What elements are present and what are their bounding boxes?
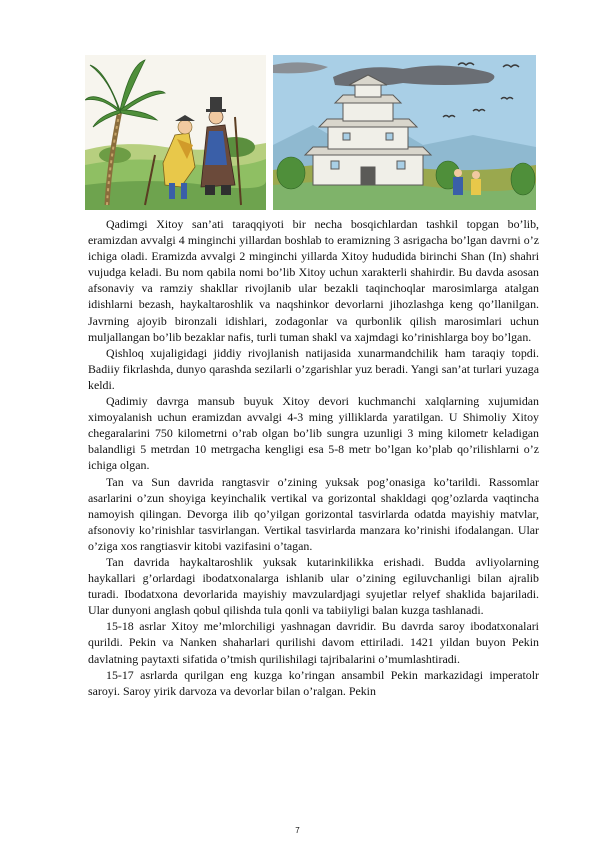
- illustration: [85, 55, 536, 210]
- paragraph: Qishloq xujaligidagi jiddiy rivojlanish natijasida xunarmandchilik ham taraqiy topdi. Badiiy fikrlashda, dunyo qarashda sezilarli o’zgarishlar yuz beradi. Yangi san’at turlari yuzaga keldi.: [88, 345, 539, 392]
- page-number: 7: [295, 826, 300, 835]
- paragraph: Qadimiy davrga mansub buyuk Xitoy devori kuchmanchi xalqlarning xujumidan ximoyalanish uchun eramizdan avvalgi 4-3 ming yilliklarda yaratilgan. U Shimoliy Xitoy chegaralarini 750 kilometrni o’rab olgan bo’lib sungra uzunligi 3 ming kilometr keladigan balandligi 5 metrdan 10 metrgacha kengligi esa 5-8 metr bo’lgan ko’plab qo’rilishlarni o’z ichiga olgan.: [88, 394, 539, 473]
- paragraph: 15-17 asrlarda qurilgan eng kuzga ko’ringan ansambil Pekin markazidagi imperatolr saroyi. Saroy yirik darvoza va devorlar bilan o’ralgan. Pekin: [88, 667, 539, 698]
- paragraph: Tan davrida haykaltaroshlik yuksak kutarinkilikka erishadi. Budda avliyolarning haykallari g’orlardagi ibodatxonalarga ishlanib ular o’zining egiluvchanligi bilan ajralib turadi. Ibodatxona devorlarida mayishiy mavzulardjagi syujetlar relyef shaklida bajariladi. Ular dunyoni anglash qobul qilishda tula qonli va tabiiyligi balan kuzga tashlanadi.: [88, 554, 539, 618]
- paragraph: 15-18 asrlar Xitoy me’mlorchiligi yashnagan davridir. Bu davrda saroy ibodatxonalari qurildi. Pekin va Nanken shaharlari qurilishi davom ettiriladi. 1421 yildan buyon Pekin davlatning paytaxti sifatida o’tmish qurilishilagi tajribalarini o’mumlashtiradi.: [88, 619, 539, 666]
- right-painting: [273, 55, 536, 210]
- illustration-svg: [85, 55, 536, 210]
- paragraph: Qadimgi Xitoy san’ati taraqqiyoti bir necha bosqichlardan tashkil topgan bo’lib, eramizdan avvalgi 4 minginchi yillardan boshlab to eramizning 3 asrigacha bo’lgan davrni o’z ichiga oladi. Eramizda avvalgi 2 minginchi yillarda Xitoy hududida birinchi Shan (In) shahri vujudga keladi. Bu nom qabila nomi bo’lib Xitoy uchun xarakterli shahirdir. Bu davda asosan afsonaviy va ramziy shakllar rivojlanib ular bezakli taqinchoqlar marosimlarga atalgan idishlarni bezash, haykaltaroshlik va naqshinkor devorlarni jihozlashga keng qo’llanilgan. Javrning ajoyib bironzali idishlari, zodagonlar va qurbonlik qilish marosimlari uchun muljallangan bo’lib bezaklar nafis, turli tuman shakl va xajmdagi ko’rinishlarga boy bo’lgan.: [88, 217, 539, 344]
- body-text: [88, 216, 539, 699]
- paragraph: Tan va Sun davrida rangtasvir o’zining yuksak pog’onasiga ko’tarildi. Rassomlar asarlarini o’zun shoyiga keyinchalik vertikal va gorizontal shakldagi qog’ozlarda vaqtincha namoyish qilingan. Devorga ilib qo’yilgan gorizontal tasvirlarda odatda mayishiy matvlar, afsonoviy ko’rinishlar tasvirlangan. Vertikal tasvirlarda manzara ko’rinishi ifodalangan. Ular o’ziga xos rangtiasvir kitobi vazifasini o’tagan.: [88, 474, 539, 553]
- left-painting: [85, 55, 266, 210]
